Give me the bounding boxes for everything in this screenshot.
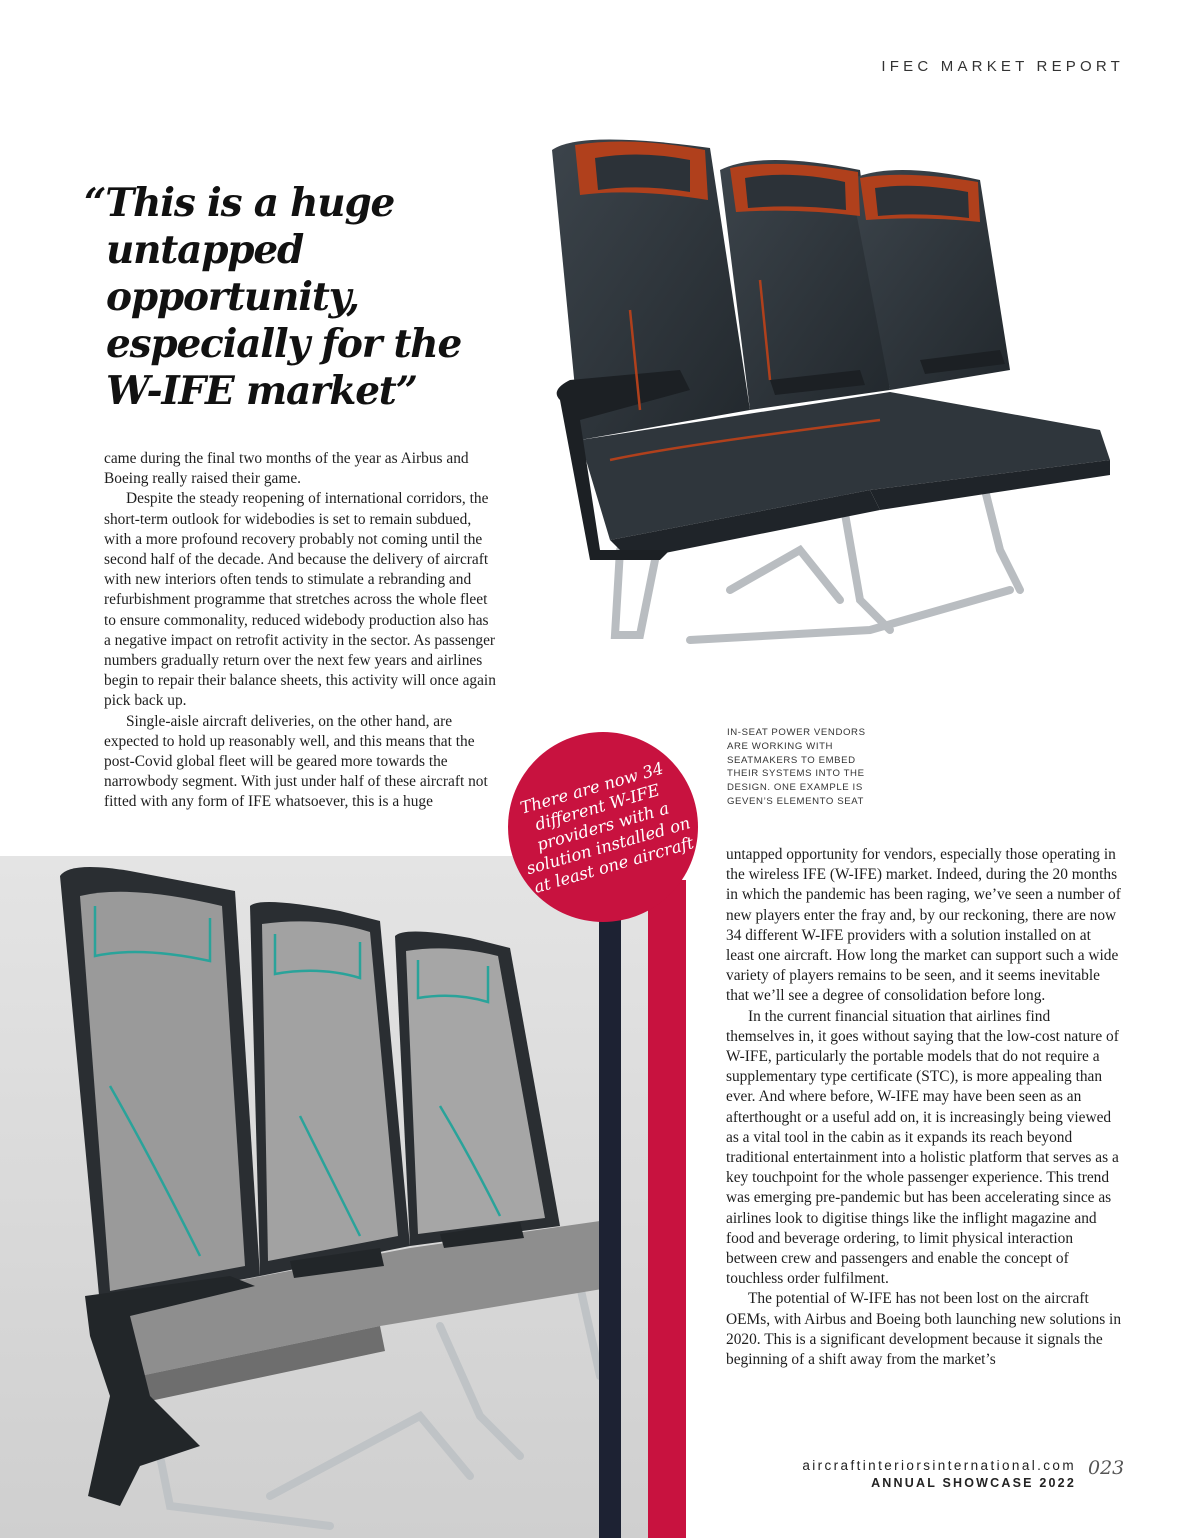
pull-quote-line: “This is a huge xyxy=(84,180,395,226)
page-number: 023 xyxy=(1088,1457,1125,1479)
section-header: IFEC MARKET REPORT xyxy=(881,58,1124,75)
pull-quote-line: especially for the xyxy=(106,321,462,367)
seat-photo-grey-fabric xyxy=(0,856,680,1538)
pull-quote xyxy=(84,180,484,415)
body-paragraph: In the current financial situation that airlines find themselves in, it goes without saying that the low-cost nature of W-IFE, particularly the portable models that do not require a supplementary type certificate (STC), is more appealing than ever. And where before, W-IFE may have been seen as an afterthought or a useful add on, it is increasingly being viewed as a vital tool in the cabin as it expands its reach beyond traditional entertainment into a holistic platform that serves as a key touchpoint for the whole passenger experience. This trend was emerging pre-pandemic but has been accelerating since as airlines look to digitise things like the inflight magazine and food and beverage ordering, to limit physical interaction between crew and passengers and enable the concept of touchless order fulfilment. xyxy=(726,1007,1119,1288)
decorative-red-stripe xyxy=(648,880,686,1538)
body-paragraph: The potential of W-IFE has not been lost on the aircraft OEMs, with Airbus and Boeing both launching new solutions in 2020. This is a significant development because it signals the beginning of a shift away from the market’s xyxy=(726,1290,1122,1369)
callout-circle xyxy=(508,732,698,922)
photo-caption: IN-SEAT POWER VENDORS ARE WORKING WITH SEATMAKERS TO EMBED THEIR SYSTEMS INTO THE DESIGN. ONE EXAMPLE IS GEVEN’S ELEMENTO SEAT xyxy=(727,727,866,807)
body-column-left xyxy=(104,449,496,813)
pull-quote-line: untapped xyxy=(106,227,304,273)
footer-website: aircraftinteriorsinternational.com xyxy=(802,1458,1076,1473)
body-paragraph: Single-aisle aircraft deliveries, on the other hand, are expected to hold up reasonably well, and this means that the post-Covid global fleet will be geared more towards the narrowbody segment. With just under half of these aircraft not fitted with any form of IFE whatsoever, this is a huge xyxy=(104,712,488,811)
body-paragraph: untapped opportunity for vendors, especially those operating in the wireless IFE (W-IFE) market. Indeed, during the 20 months in which the pandemic has been raging, we’ve seen a number of new players enter the fray and, by our reckoning, there are now 34 different W-IFE providers with a solution installed on at least one aircraft. How long the market can support such a wide variety of players remains to be seen, and it seems inevitable that we’ll see a degree of consolidation before long. xyxy=(726,846,1121,1005)
seat-photo-dark-leather xyxy=(540,130,1120,690)
body-paragraph: Despite the steady reopening of international corridors, the short-term outlook for widebodies is set to remain subdued, with a more profound recovery probably not coming until the second half of the decade. And because the delivery of aircraft with new interiors often tends to stimulate a rebranding and refurbishment programme that stretches across the whole fleet to ensure commonality, reduced widebody production also has a negative impact on retrofit activity in the sector. As passenger numbers gradually return over the next few years and airlines begin to repair their balance sheets, this activity will once again pick back up. xyxy=(104,490,496,710)
body-paragraph: came during the final two months of the year as Airbus and Boeing really raised their game. xyxy=(104,450,469,488)
footer-issue: ANNUAL SHOWCASE 2022 xyxy=(871,1476,1076,1490)
pull-quote-line: opportunity, xyxy=(106,274,359,320)
pull-quote-line: W-IFE market” xyxy=(106,368,417,414)
decorative-navy-stripe xyxy=(599,900,621,1538)
callout-text: There are now 34 different W-IFE providers with a solution installed on at least one aircraft xyxy=(518,758,696,897)
body-column-right xyxy=(726,845,1122,1370)
